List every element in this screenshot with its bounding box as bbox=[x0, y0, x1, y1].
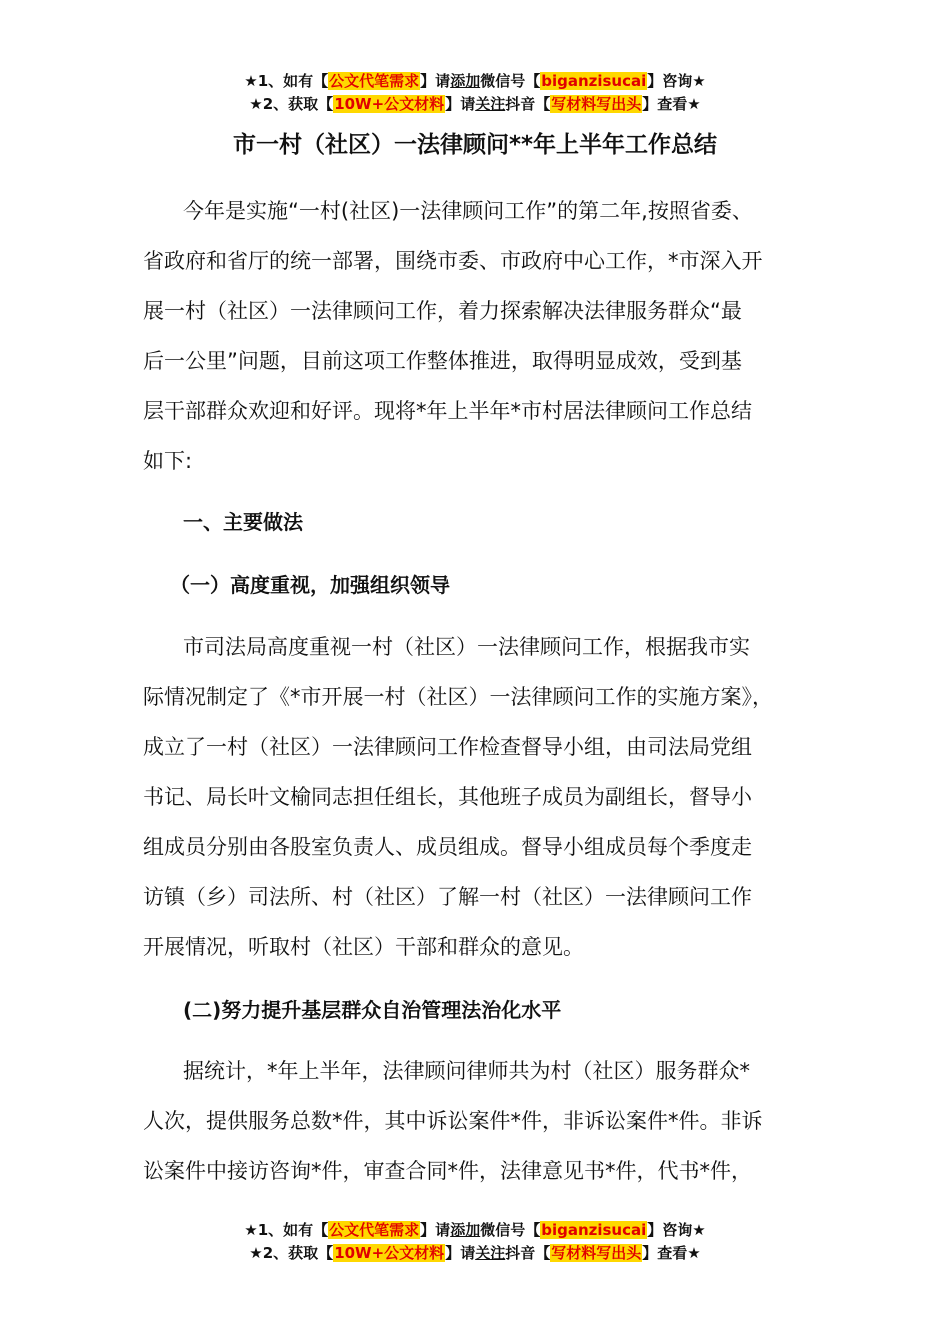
highlight-wechat-id: biganzisucai bbox=[541, 1221, 647, 1239]
highlight-materials: 10W+公文材料 bbox=[334, 1244, 445, 1262]
banner-line-1: ★1、如有【公文代笔需求】请添加微信号【biganzisucai】咨询★ bbox=[244, 1221, 706, 1239]
section-heading-1: 一、主要做法 bbox=[183, 510, 303, 534]
intro-paragraph: 今年是实施“一村(社区)一法律顾问工作”的第二年,按照省委、 省政府和省厅的统一部署，围绕市委、市政府中心工作，*市深入开 展一村（社区）一法律顾问工作，着力探索解决法律服务群众“最 后一公里”问题，目前这项工作整体推进，取得明显成效，受到基 层干部群众欢迎和好评。现将*年上半年*市村居法律顾问工作总结 如下: bbox=[143, 199, 763, 473]
highlight-douyin: 写材料写出头 bbox=[551, 1244, 642, 1262]
banner-line-2: ★2、获取【10W+公文材料】请关注抖音【写材料写出头】查看★ bbox=[249, 95, 701, 113]
highlight-service: 公文代笔需求 bbox=[329, 72, 420, 90]
subsection-heading-1: （一）高度重视，加强组织领导 bbox=[170, 573, 450, 597]
bottom-banner bbox=[0, 1219, 950, 1265]
paragraph-statistics: 据统计，*年上半年，法律顾问律师共为村（社区）服务群众* 人次，提供服务总数*件，其中诉讼案件*件，非诉讼案件*件。非诉 讼案件中接访咨询*件，审查合同*件，法律意见书*件，代书*件， bbox=[143, 1059, 763, 1183]
highlight-service: 公文代笔需求 bbox=[329, 1221, 420, 1239]
highlight-douyin: 写材料写出头 bbox=[551, 95, 642, 113]
top-banner bbox=[0, 70, 950, 116]
banner-line-2: ★2、获取【10W+公文材料】请关注抖音【写材料写出头】查看★ bbox=[249, 1244, 701, 1262]
document-title: 市一村（社区）一法律顾问**年上半年工作总结 bbox=[232, 132, 718, 158]
highlight-materials: 10W+公文材料 bbox=[334, 95, 445, 113]
banner-line-1: ★1、如有【公文代笔需求】请添加微信号【biganzisucai】咨询★ bbox=[244, 72, 706, 90]
highlight-wechat-id: biganzisucai bbox=[541, 72, 647, 90]
paragraph-organization: 市司法局高度重视一村（社区）一法律顾问工作，根据我市实 际情况制定了《*市开展一村（社区）一法律顾问工作的实施方案》， 成立了一村（社区）一法律顾问工作检查督导小组，由司法局党组 书记、局长叶文榆同志担任组长，其他班子成员为副组长，督导小 组成员分别由各股室负责人、成员组成。督导小组成员每个季度走 访镇（乡）司法所、村（社区）了解一村（社区）一法律顾问工作 开展情况，听取村（社区）干部和群众的意见。 bbox=[143, 635, 773, 959]
subsection-heading-2: (二)努力提升基层群众自治管理法治化水平 bbox=[183, 998, 562, 1022]
